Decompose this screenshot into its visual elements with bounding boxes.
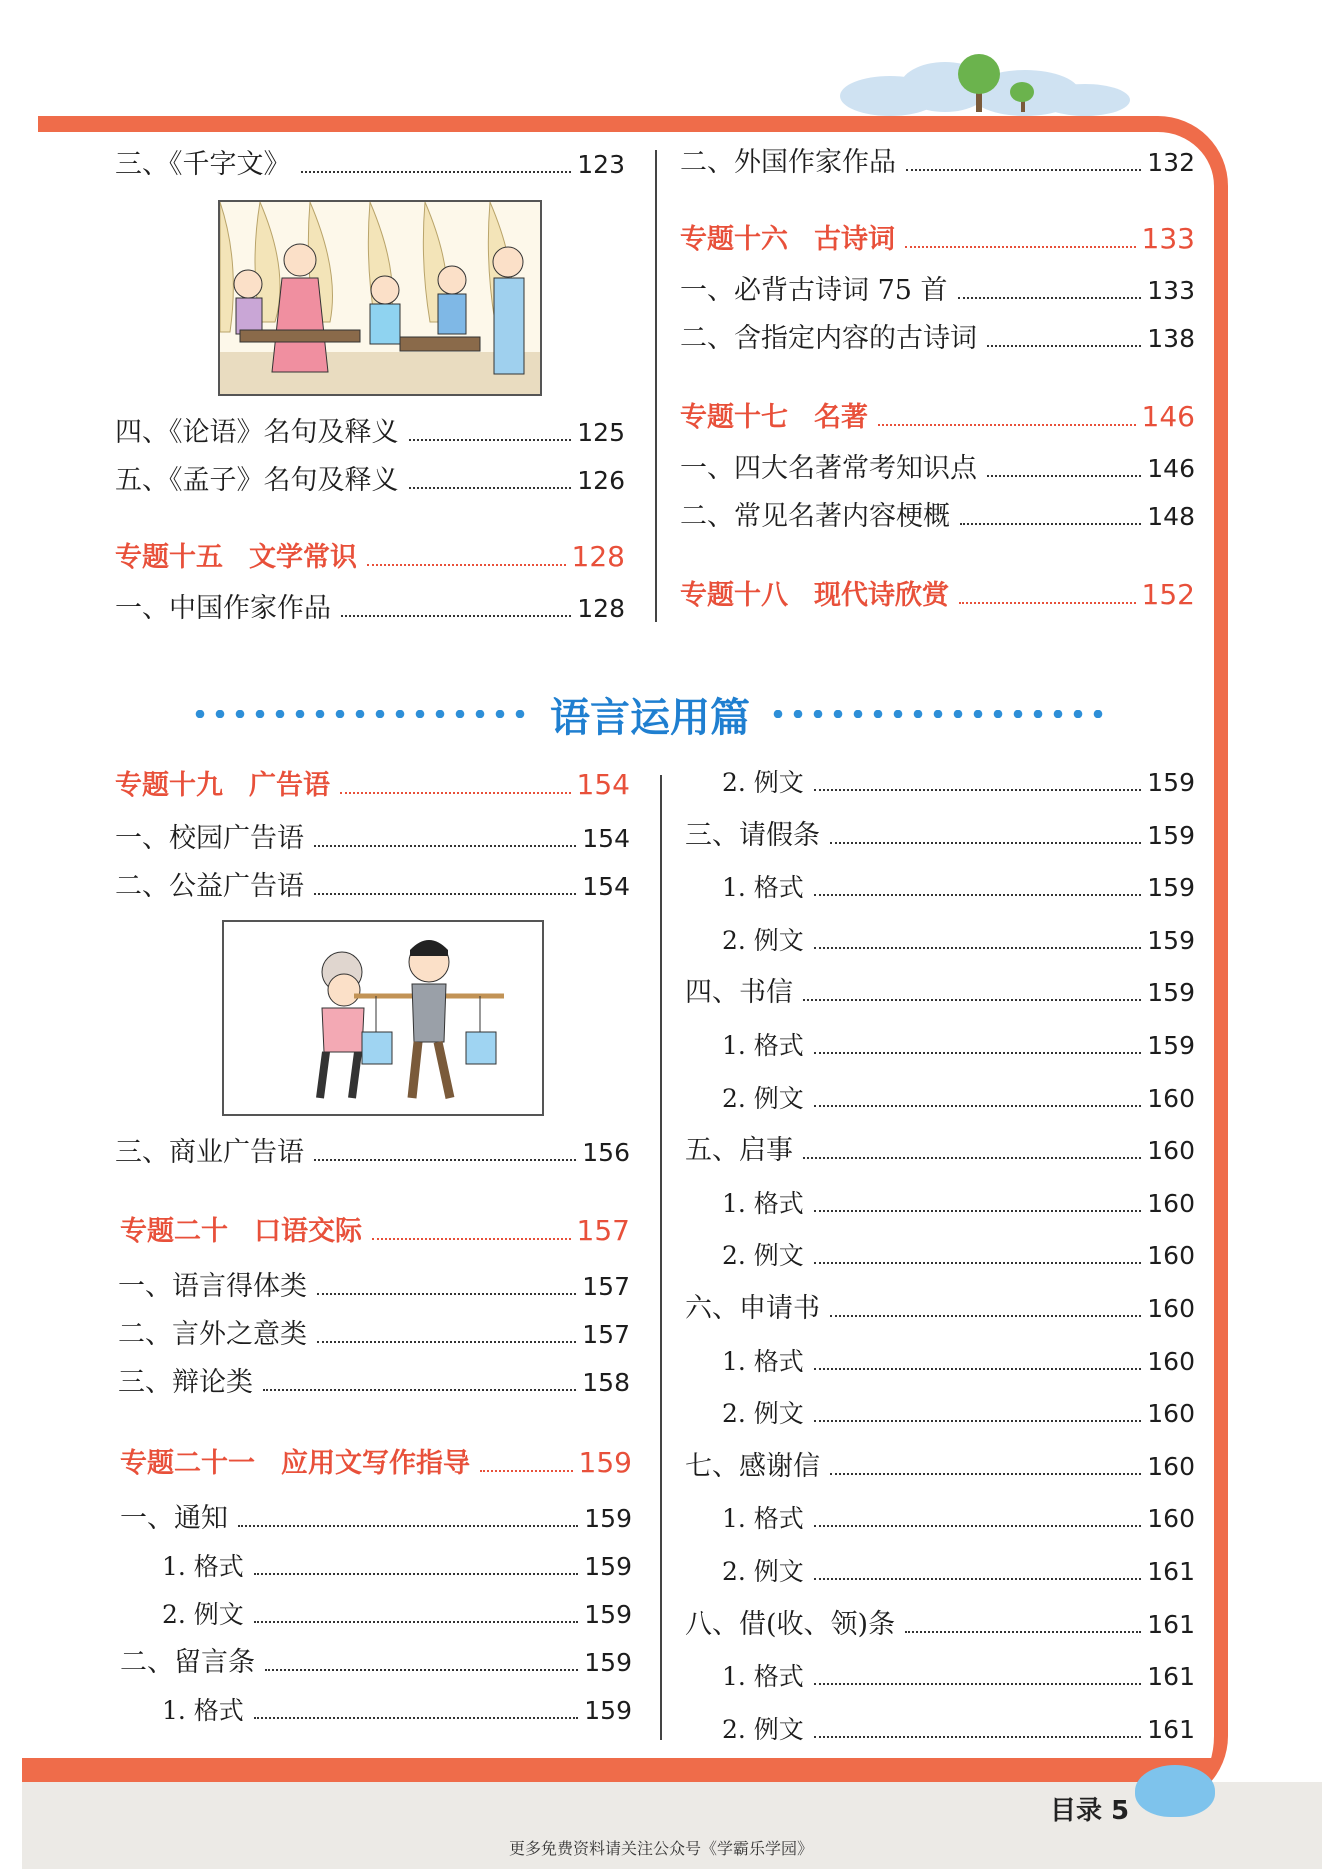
- toc-entry[interactable]: 二、外国作家作品 132: [680, 147, 1195, 178]
- toc-entry[interactable]: 四、书信 159: [685, 977, 1195, 1008]
- topic-heading[interactable]: 专题二十一 应用文写作指导 159: [120, 1446, 632, 1479]
- toc-entry[interactable]: 八、借(收、领)条 161: [685, 1609, 1195, 1640]
- topic-heading[interactable]: 专题十六 古诗词 133: [680, 222, 1195, 255]
- whale-icon: [1135, 1765, 1215, 1817]
- toc-entry[interactable]: 二、留言条 159: [120, 1647, 632, 1678]
- toc-entry[interactable]: 一、通知 159: [120, 1503, 632, 1534]
- toc-entry[interactable]: 五、启事 160: [685, 1135, 1195, 1166]
- toc-entry[interactable]: 一、必背古诗词 75 首 133: [680, 275, 1195, 306]
- toc-subentry[interactable]: 2. 例文 159: [722, 926, 1195, 955]
- toc-subentry[interactable]: 1. 格式 160: [722, 1504, 1195, 1533]
- toc-subentry[interactable]: 2. 例文 160: [722, 1399, 1195, 1428]
- section-title: 语言运用篇: [190, 686, 1110, 742]
- toc-entry[interactable]: 三、《千字文》 123: [115, 149, 625, 180]
- toc-subentry[interactable]: 2. 例文 160: [722, 1084, 1195, 1113]
- toc-subentry[interactable]: 1. 格式 159: [162, 1552, 632, 1581]
- toc-subentry[interactable]: 1. 格式 161: [722, 1662, 1195, 1691]
- topic-heading[interactable]: 专题二十 口语交际 157: [120, 1214, 630, 1247]
- toc-subentry[interactable]: 2. 例文 161: [722, 1557, 1195, 1586]
- footer-note: 更多免费资料请关注公众号《学霸乐学园》: [508, 1839, 813, 1858]
- toc-subentry[interactable]: 1. 格式 159: [722, 1031, 1195, 1060]
- toc-subentry[interactable]: 2. 例文 159: [722, 768, 1195, 797]
- toc-entry[interactable]: 二、公益广告语 154: [115, 871, 630, 902]
- toc-entry[interactable]: 四、《论语》名句及释义 125: [115, 417, 625, 448]
- toc-entry[interactable]: 三、请假条 159: [685, 820, 1195, 851]
- toc-subentry[interactable]: 2. 例文 161: [722, 1715, 1195, 1744]
- topic-heading[interactable]: 专题十五 文学常识 128: [115, 540, 625, 573]
- toc-subentry[interactable]: 1. 格式 159: [722, 873, 1195, 902]
- toc-entry[interactable]: 一、校园广告语 154: [115, 823, 630, 854]
- toc-subentry[interactable]: 2. 例文 159: [162, 1600, 632, 1629]
- toc-subentry[interactable]: 1. 格式 159: [162, 1696, 632, 1725]
- toc-entry[interactable]: 二、含指定内容的古诗词 138: [680, 323, 1195, 354]
- topic-heading[interactable]: 专题十八 现代诗欣赏 152: [680, 578, 1195, 611]
- toc-entry[interactable]: 二、言外之意类 157: [118, 1319, 630, 1350]
- toc-entry[interactable]: 七、感谢信 160: [685, 1451, 1195, 1482]
- toc-subentry[interactable]: 1. 格式 160: [722, 1189, 1195, 1218]
- page-frame-bottom: [22, 1758, 1222, 1782]
- toc-subentry[interactable]: 1. 格式 160: [722, 1347, 1195, 1376]
- toc-entry[interactable]: 二、常见名著内容梗概 148: [680, 501, 1195, 532]
- toc-entry[interactable]: 一、语言得体类 157: [118, 1271, 630, 1302]
- toc-entry[interactable]: 六、申请书 160: [685, 1293, 1195, 1324]
- column-divider-top: [655, 150, 657, 622]
- topic-heading[interactable]: 专题十九 广告语 154: [115, 768, 630, 801]
- toc-entry[interactable]: 三、商业广告语 156: [115, 1137, 630, 1168]
- page-number-label: 目录 5: [1050, 1796, 1130, 1826]
- toc-subentry[interactable]: 2. 例文 160: [722, 1241, 1195, 1270]
- toc-entry[interactable]: 一、中国作家作品 128: [115, 593, 625, 624]
- toc-entry[interactable]: 五、《孟子》名句及释义 126: [115, 465, 625, 496]
- toc-entry[interactable]: 一、四大名著常考知识点 146: [680, 453, 1195, 484]
- classroom-illustration: [218, 200, 542, 396]
- topic-heading[interactable]: 专题十七 名著 146: [680, 400, 1195, 433]
- column-divider-bottom: [660, 775, 662, 1740]
- carrying-water-illustration: [222, 920, 544, 1116]
- toc-entry[interactable]: 三、辩论类 158: [118, 1367, 630, 1398]
